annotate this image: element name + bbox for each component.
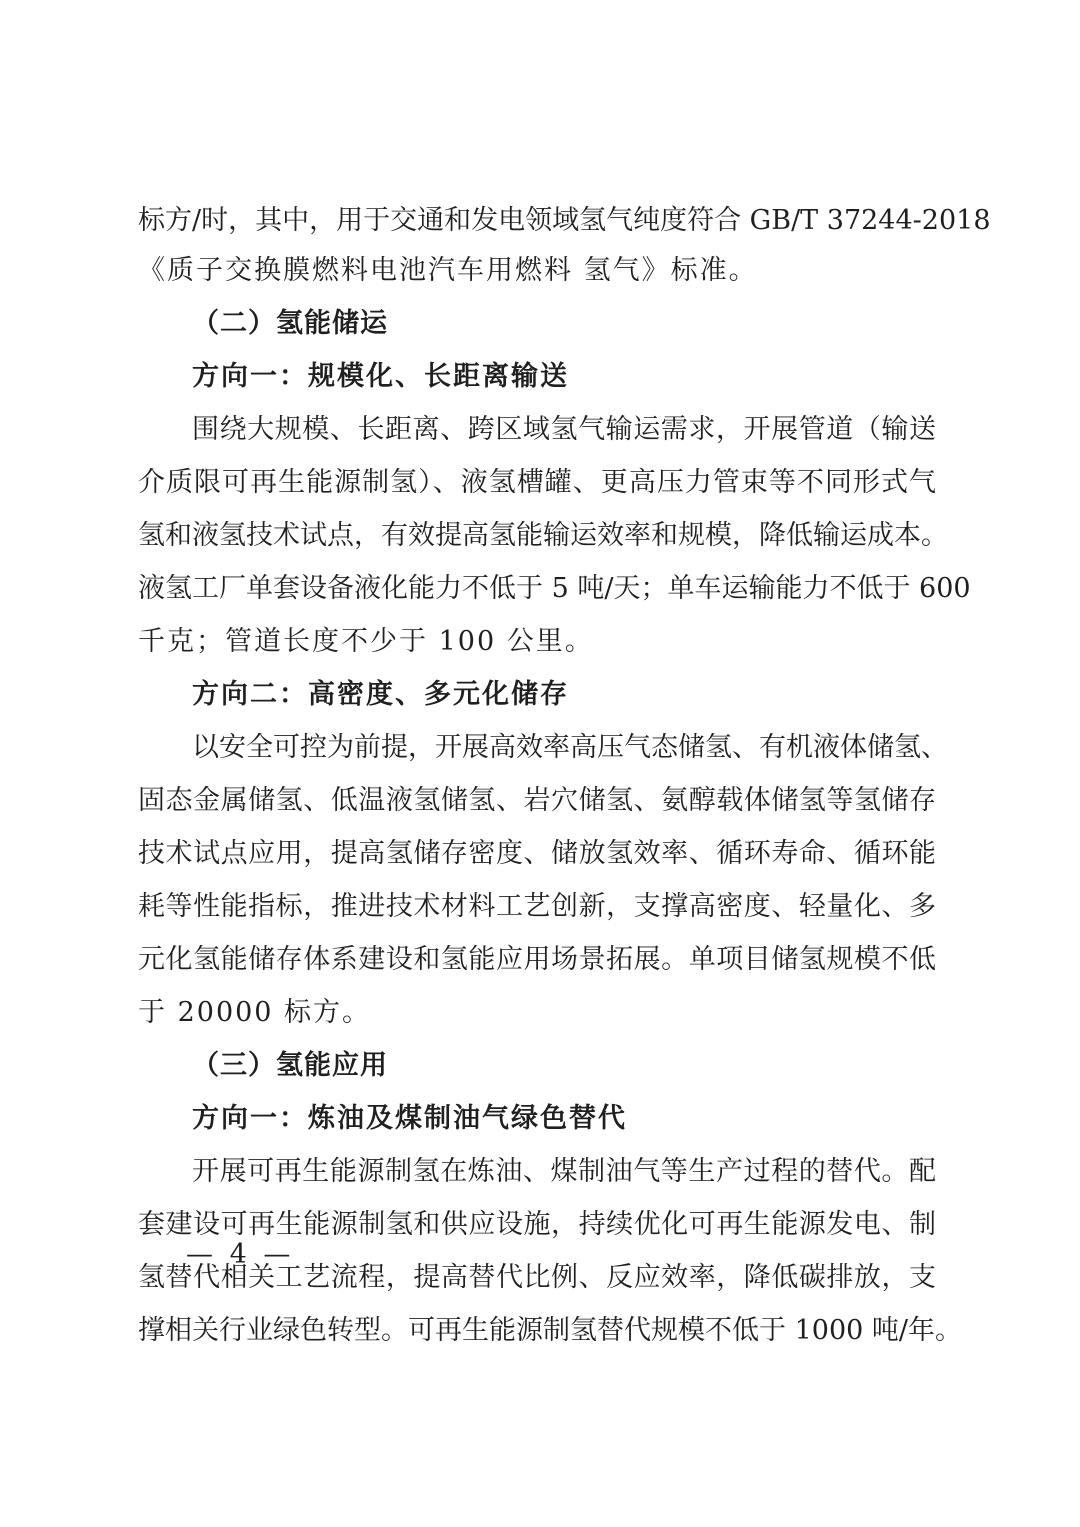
body-line-9: 千克；管道长度不少于 100 公里。 bbox=[138, 626, 594, 657]
body-line-15: 元化氢能储存体系建设和氢能应用场景拓展。单项目储氢规模不低 bbox=[138, 944, 936, 975]
body-line-20: 套建设可再生能源制氢和供应设施，持续优化可再生能源发电、制 bbox=[138, 1209, 936, 1240]
body-line-7: 氢和液氢技术试点，有效提高氢能输运效率和规模，降低输运成本。 bbox=[138, 520, 948, 551]
direction-heading-3: 方向一：炼油及煤制油气绿色替代 bbox=[192, 1103, 627, 1134]
body-line-21: 氢替代相关工艺流程，提高替代比例、反应效率，降低碳排放，支 bbox=[138, 1262, 936, 1293]
body-line-1: 标方/时，其中，用于交通和发电领域氢气纯度符合 GB/T 37244-2018 bbox=[138, 205, 991, 236]
body-line-12: 固态金属储氢、低温液氢储氢、岩穴储氢、氨醇载体储氢等氢储存 bbox=[138, 785, 936, 816]
body-line-11: 以安全可控为前提，开展高效率高压气态储氢、有机液体储氢、 bbox=[192, 732, 948, 763]
page-number: — 4 — bbox=[186, 1239, 295, 1270]
direction-heading-1: 方向一：规模化、长距离输送 bbox=[192, 361, 569, 392]
section-heading-hydrogen-application: （三）氢能应用 bbox=[192, 1050, 388, 1081]
body-line-6: 介质限可再生能源制氢）、液氢槽罐、更高压力管束等不同形式气 bbox=[138, 467, 936, 498]
body-line-2: 《质子交换膜燃料电池汽车用燃料 氢气》标准。 bbox=[138, 255, 758, 286]
body-line-22: 撑相关行业绿色转型。可再生能源制氢替代规模不低于 1000 吨/年。 bbox=[138, 1315, 962, 1346]
body-line-14: 耗等性能指标，推进技术材料工艺创新，支撑高密度、轻量化、多 bbox=[138, 891, 936, 922]
body-line-13: 技术试点应用，提高氢储存密度、储放氢效率、循环寿命、循环能 bbox=[138, 838, 936, 869]
section-heading-hydrogen-storage-transport: （二）氢能储运 bbox=[192, 308, 388, 339]
body-line-8: 液氢工厂单套设备液化能力不低于 5 吨/天；单车运输能力不低于 600 bbox=[138, 573, 971, 604]
body-line-16: 于 20000 标方。 bbox=[138, 997, 372, 1028]
body-line-19: 开展可再生能源制氢在炼油、煤制油气等生产过程的替代。配 bbox=[192, 1156, 936, 1187]
direction-heading-2: 方向二：高密度、多元化储存 bbox=[192, 679, 569, 710]
body-line-5: 围绕大规模、长距离、跨区域氢气输运需求，开展管道（输送 bbox=[192, 414, 936, 445]
